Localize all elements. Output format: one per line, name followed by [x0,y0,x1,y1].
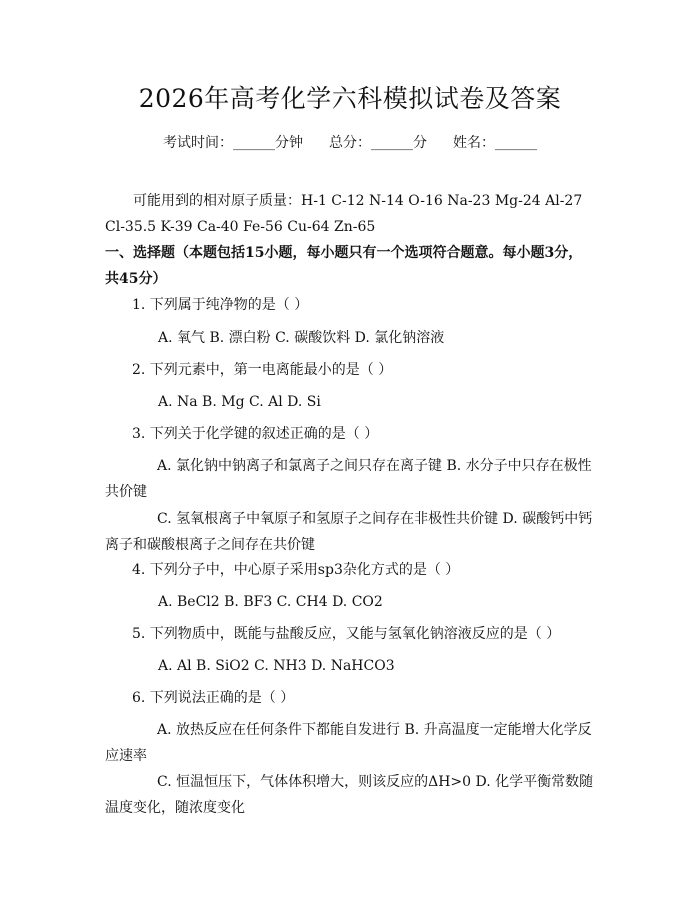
question-6-options-ab: A. 放热反应在任何条件下都能自发进行 B. 升高温度一定能增大化学反应速率 [105,722,592,764]
question-5-stem: 5. 下列物质中，既能与盐酸反应，又能与氢氧化钠溶液反应的是（ ） [132,626,561,642]
section1-heading: 一、选择题（本题包括15小题，每小题只有一个选项符合题意。每小题3分，共45分） [105,245,583,287]
question-3-options-cd: C. 氢氧根离子中氧原子和氢原子之间存在非极性共价键 D. 碳酸钙中钙离子和碳酸根离子之间存在共价键 [105,511,593,553]
question-4-stem: 4. 下列分子中，中心原子采用sp3杂化方式的是（ ） [132,562,460,578]
student-name-field: 姓名：______ [453,135,537,151]
exam-info-line [0,133,700,153]
question-4-options: A. BeCl2 B. BF3 C. CH4 D. CO2 [158,594,383,610]
page-title: 2026年高考化学六科模拟试卷及答案 [138,84,562,113]
question-6-stem: 6. 下列说法正确的是（ ） [132,690,295,706]
question-2-options: A. Na B. Mg C. Al D. Si [158,394,321,410]
question-1-stem: 1. 下列属于纯净物的是（ ） [132,297,309,313]
question-5-options: A. Al B. SiO2 C. NH3 D. NaHCO3 [158,658,395,674]
question-3-options-ab: A. 氯化钠中钠离子和氯离子之间只存在离子键 B. 水分子中只存在极性共价键 [105,458,592,500]
question-6-options-cd: C. 恒温恒压下，气体体积增大，则该反应的ΔH>0 D. 化学平衡常数随温度变化，随浓度变化 [105,774,594,816]
question-1-options: A. 氧气 B. 漂白粉 C. 碳酸饮料 D. 氯化钠溶液 [158,330,445,346]
atomic-masses-note: 可能用到的相对原子质量：H-1 C-12 N-14 O-16 Na-23 Mg-24 Al-27 Cl-35.5 K-39 Ca-40 Fe-56 Cu-64 Zn-65 [105,193,583,235]
question-2-stem: 2. 下列元素中，第一电离能最小的是（ ） [132,362,393,378]
exam-time-field: 考试时间：______分钟 [163,135,303,151]
question-3-stem: 3. 下列关于化学键的叙述正确的是（ ） [132,426,379,442]
total-score-field: 总分：______分 [329,135,427,151]
